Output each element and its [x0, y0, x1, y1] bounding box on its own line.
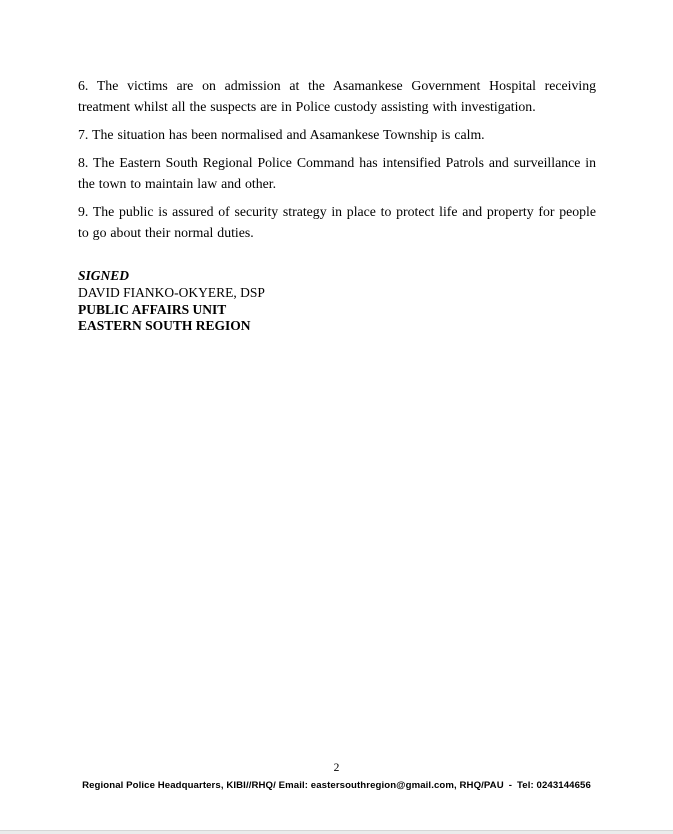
paragraph-6: 6. The victims are on admission at the Asamankese Government Hospital receiving treatment whilst all the suspects are in Police custody assisting with investigation. [78, 78, 596, 114]
page-bottom-edge [0, 830, 673, 834]
footer-contact-line [0, 779, 673, 792]
footer-address: Regional Police Headquarters, KIBI//RHQ/ Email: eastersouthregion@gmail.com, RHQ/PAU [82, 780, 504, 791]
signatory-name: DAVID FIANKO-OKYERE, DSP [78, 284, 265, 300]
footer-telephone: Tel: 0243144656 [517, 780, 591, 791]
signed-label: SIGNED [78, 268, 130, 283]
document-body [78, 75, 596, 335]
paragraph-9: 9. The public is assured of security strategy in place to protect life and property for people to go about their normal duties. [78, 204, 596, 240]
page-number: 2 [333, 762, 340, 774]
signature-block [78, 268, 596, 335]
footer-dash: - [508, 780, 513, 791]
signatory-unit: PUBLIC AFFAIRS UNIT [78, 301, 227, 317]
paragraph-8: 8. The Eastern South Regional Police Command has intensified Patrols and surveillance in the town to maintain law and other. [78, 155, 596, 191]
signatory-region: EASTERN SOUTH REGION [78, 318, 251, 334]
paragraph-7: 7. The situation has been normalised and Asamankese Township is calm. [78, 127, 485, 142]
